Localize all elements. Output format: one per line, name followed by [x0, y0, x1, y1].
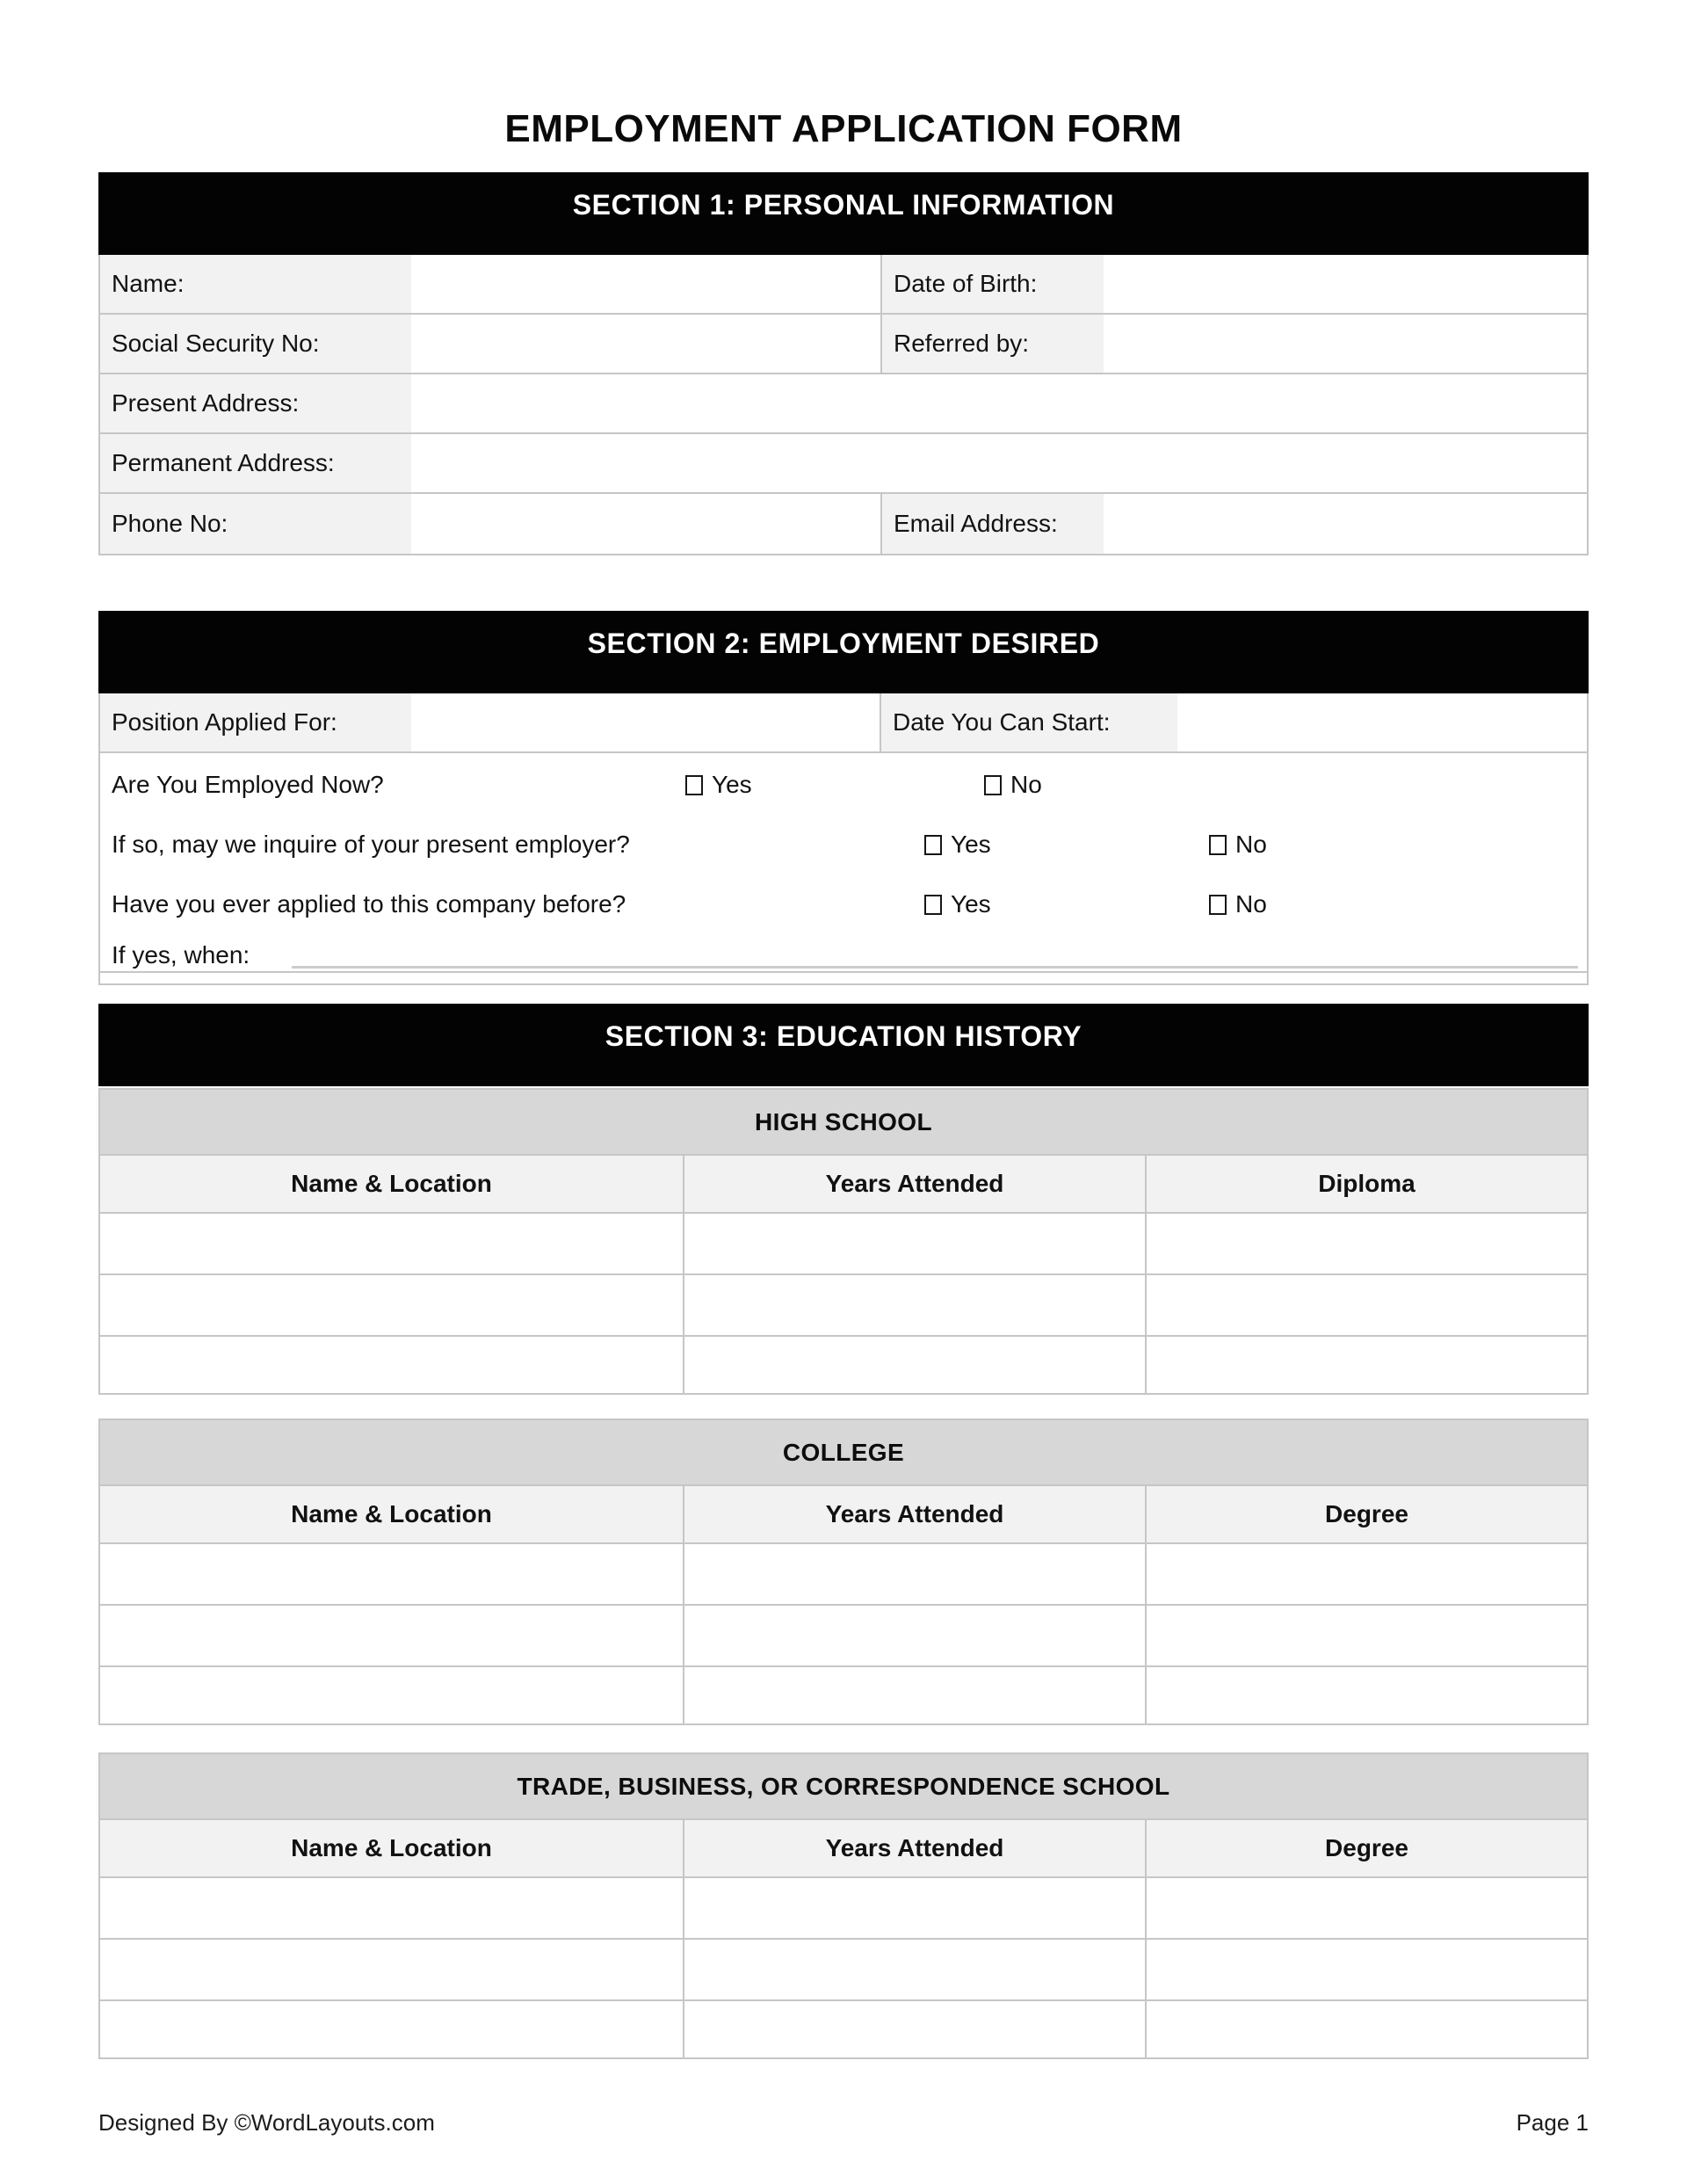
- entry-cell[interactable]: [100, 1606, 683, 1665]
- entry-cell[interactable]: [1145, 1940, 1587, 1999]
- phone-input-cell[interactable]: [411, 494, 880, 554]
- entry-cell[interactable]: [1145, 1337, 1587, 1393]
- no-option-label: No: [1235, 890, 1267, 918]
- question-applied-before: [100, 889, 1587, 920]
- high-school-band: HIGH SCHOOL: [100, 1090, 1587, 1156]
- position-applied-label: Position Applied For:: [100, 693, 411, 751]
- position-applied-input-cell[interactable]: [411, 693, 880, 751]
- table-row: [100, 2001, 1587, 2057]
- entry-cell[interactable]: [1145, 1214, 1587, 1273]
- entry-cell[interactable]: [683, 1878, 1145, 1938]
- name-label: Name:: [100, 255, 411, 313]
- applied-before-yes-checkbox[interactable]: [924, 895, 942, 915]
- column-header-name-location: Name & Location: [291, 1834, 492, 1861]
- high-school-column-headers: [100, 1156, 1587, 1214]
- section2-header-label: SECTION 2: EMPLOYMENT DESIRED: [587, 627, 1100, 659]
- entry-cell[interactable]: [683, 1337, 1145, 1393]
- college-column-headers: [100, 1486, 1587, 1544]
- footer-credit: Designed By ©WordLayouts.com: [98, 2108, 435, 2136]
- permanent-address-label: Permanent Address:: [100, 434, 411, 492]
- college-table: [98, 1419, 1589, 1725]
- entry-cell[interactable]: [100, 1214, 683, 1273]
- entry-cell[interactable]: [683, 1667, 1145, 1723]
- section2-header: [98, 611, 1589, 693]
- question-inquire-employer: [100, 829, 1587, 860]
- section3-header-label: SECTION 3: EDUCATION HISTORY: [605, 1019, 1082, 1052]
- column-header-years-attended: Years Attended: [683, 1156, 1145, 1212]
- entry-cell[interactable]: [683, 1606, 1145, 1665]
- referred-by-label: Referred by:: [880, 315, 1104, 373]
- email-input-cell[interactable]: [1104, 494, 1587, 554]
- entry-cell[interactable]: [1145, 1275, 1587, 1335]
- section2-table: [98, 693, 1589, 985]
- entry-cell[interactable]: [1145, 1667, 1587, 1723]
- employed-now-yes-option[interactable]: [685, 769, 752, 801]
- question-employed-now: [100, 769, 1587, 801]
- entry-cell[interactable]: [1145, 1544, 1587, 1604]
- page-title: EMPLOYMENT APPLICATION FORM: [504, 107, 1183, 150]
- inquire-employer-yes-checkbox[interactable]: [924, 835, 942, 855]
- trade-school-column-headers: [100, 1820, 1587, 1878]
- question-text: Have you ever applied to this company before?: [112, 890, 626, 918]
- no-option-label: No: [1235, 831, 1267, 858]
- entry-cell[interactable]: [683, 1544, 1145, 1604]
- entry-cell[interactable]: [1145, 2001, 1587, 2057]
- employed-now-no-option[interactable]: [984, 769, 1042, 801]
- column-header-name-location: Name & Location: [291, 1500, 492, 1527]
- applied-before-no-option[interactable]: [1209, 889, 1267, 920]
- applied-before-yes-option[interactable]: [924, 889, 991, 920]
- table-row: [100, 1275, 1587, 1337]
- no-option-label: No: [1010, 771, 1042, 798]
- if-yes-when-fill-line[interactable]: [292, 966, 1578, 969]
- entry-cell[interactable]: [1145, 1606, 1587, 1665]
- table-row: [100, 315, 1587, 374]
- employment-questions-block: [100, 753, 1587, 973]
- column-header-degree: Degree: [1145, 1820, 1587, 1876]
- column-header-name-location: Name & Location: [291, 1170, 492, 1197]
- table-row: [100, 1337, 1587, 1393]
- column-header-diploma: Diploma: [1145, 1156, 1587, 1212]
- entry-cell[interactable]: [100, 1337, 683, 1393]
- table-row: [100, 494, 1587, 554]
- section1-header-label: SECTION 1: PERSONAL INFORMATION: [572, 188, 1115, 221]
- table-row: [100, 1544, 1587, 1606]
- yes-option-label: Yes: [712, 771, 752, 798]
- entry-cell[interactable]: [683, 1275, 1145, 1335]
- referred-by-input-cell[interactable]: [1104, 315, 1587, 373]
- table-row: [100, 1940, 1587, 2001]
- table-row: [100, 1878, 1587, 1940]
- table-row: [100, 1214, 1587, 1275]
- ssn-label: Social Security No:: [100, 315, 411, 373]
- table-row: [100, 374, 1587, 434]
- date-start-label: Date You Can Start:: [880, 693, 1177, 751]
- question-text: Are You Employed Now?: [112, 771, 384, 798]
- entry-cell[interactable]: [1145, 1878, 1587, 1938]
- permanent-address-input-cell[interactable]: [411, 434, 1587, 492]
- table-row: [100, 693, 1587, 753]
- section1-header: [98, 172, 1589, 255]
- phone-label: Phone No:: [100, 494, 411, 554]
- table-row: [100, 434, 1587, 494]
- inquire-employer-no-option[interactable]: [1209, 829, 1267, 860]
- applied-before-no-checkbox[interactable]: [1209, 895, 1227, 915]
- email-label: Email Address:: [880, 494, 1104, 554]
- inquire-employer-yes-option[interactable]: [924, 829, 991, 860]
- present-address-label: Present Address:: [100, 374, 411, 432]
- college-band: COLLEGE: [100, 1420, 1587, 1486]
- inquire-employer-no-checkbox[interactable]: [1209, 835, 1227, 855]
- yes-option-label: Yes: [951, 890, 991, 918]
- entry-cell[interactable]: [683, 1940, 1145, 1999]
- entry-cell[interactable]: [683, 1214, 1145, 1273]
- employed-now-no-checkbox[interactable]: [984, 775, 1002, 795]
- section3-header: [98, 1004, 1589, 1086]
- date-of-birth-label: Date of Birth:: [880, 255, 1104, 313]
- if-yes-when-label: If yes, when:: [112, 941, 250, 969]
- date-of-birth-input-cell[interactable]: [1104, 255, 1587, 313]
- name-input-cell[interactable]: [411, 255, 880, 313]
- entry-cell[interactable]: [100, 2001, 683, 2057]
- trade-school-band: TRADE, BUSINESS, OR CORRESPONDENCE SCHOOL: [100, 1754, 1587, 1820]
- entry-cell[interactable]: [100, 1275, 683, 1335]
- trade-school-table: [98, 1752, 1589, 2059]
- entry-cell[interactable]: [100, 1878, 683, 1938]
- entry-cell[interactable]: [100, 1940, 683, 1999]
- table-row: [100, 255, 1587, 315]
- present-address-input-cell[interactable]: [411, 374, 1587, 432]
- entry-cell[interactable]: [100, 1544, 683, 1604]
- employed-now-yes-checkbox[interactable]: [685, 775, 703, 795]
- table-row: [100, 1606, 1587, 1667]
- yes-option-label: Yes: [951, 831, 991, 858]
- section1-table: [98, 255, 1589, 555]
- column-header-years-attended: Years Attended: [683, 1486, 1145, 1542]
- column-header-years-attended: Years Attended: [683, 1820, 1145, 1876]
- table-row: [100, 1667, 1587, 1723]
- page-footer: [98, 2108, 1589, 2137]
- entry-cell[interactable]: [683, 2001, 1145, 2057]
- question-text: If so, may we inquire of your present employer?: [112, 831, 630, 858]
- entry-cell[interactable]: [100, 1667, 683, 1723]
- column-header-degree: Degree: [1145, 1486, 1587, 1542]
- page-number: Page 1: [1516, 2108, 1589, 2136]
- date-start-input-cell[interactable]: [1177, 693, 1587, 751]
- empty-spacer-row: [100, 973, 1587, 983]
- ssn-input-cell[interactable]: [411, 315, 880, 373]
- high-school-table: [98, 1088, 1589, 1395]
